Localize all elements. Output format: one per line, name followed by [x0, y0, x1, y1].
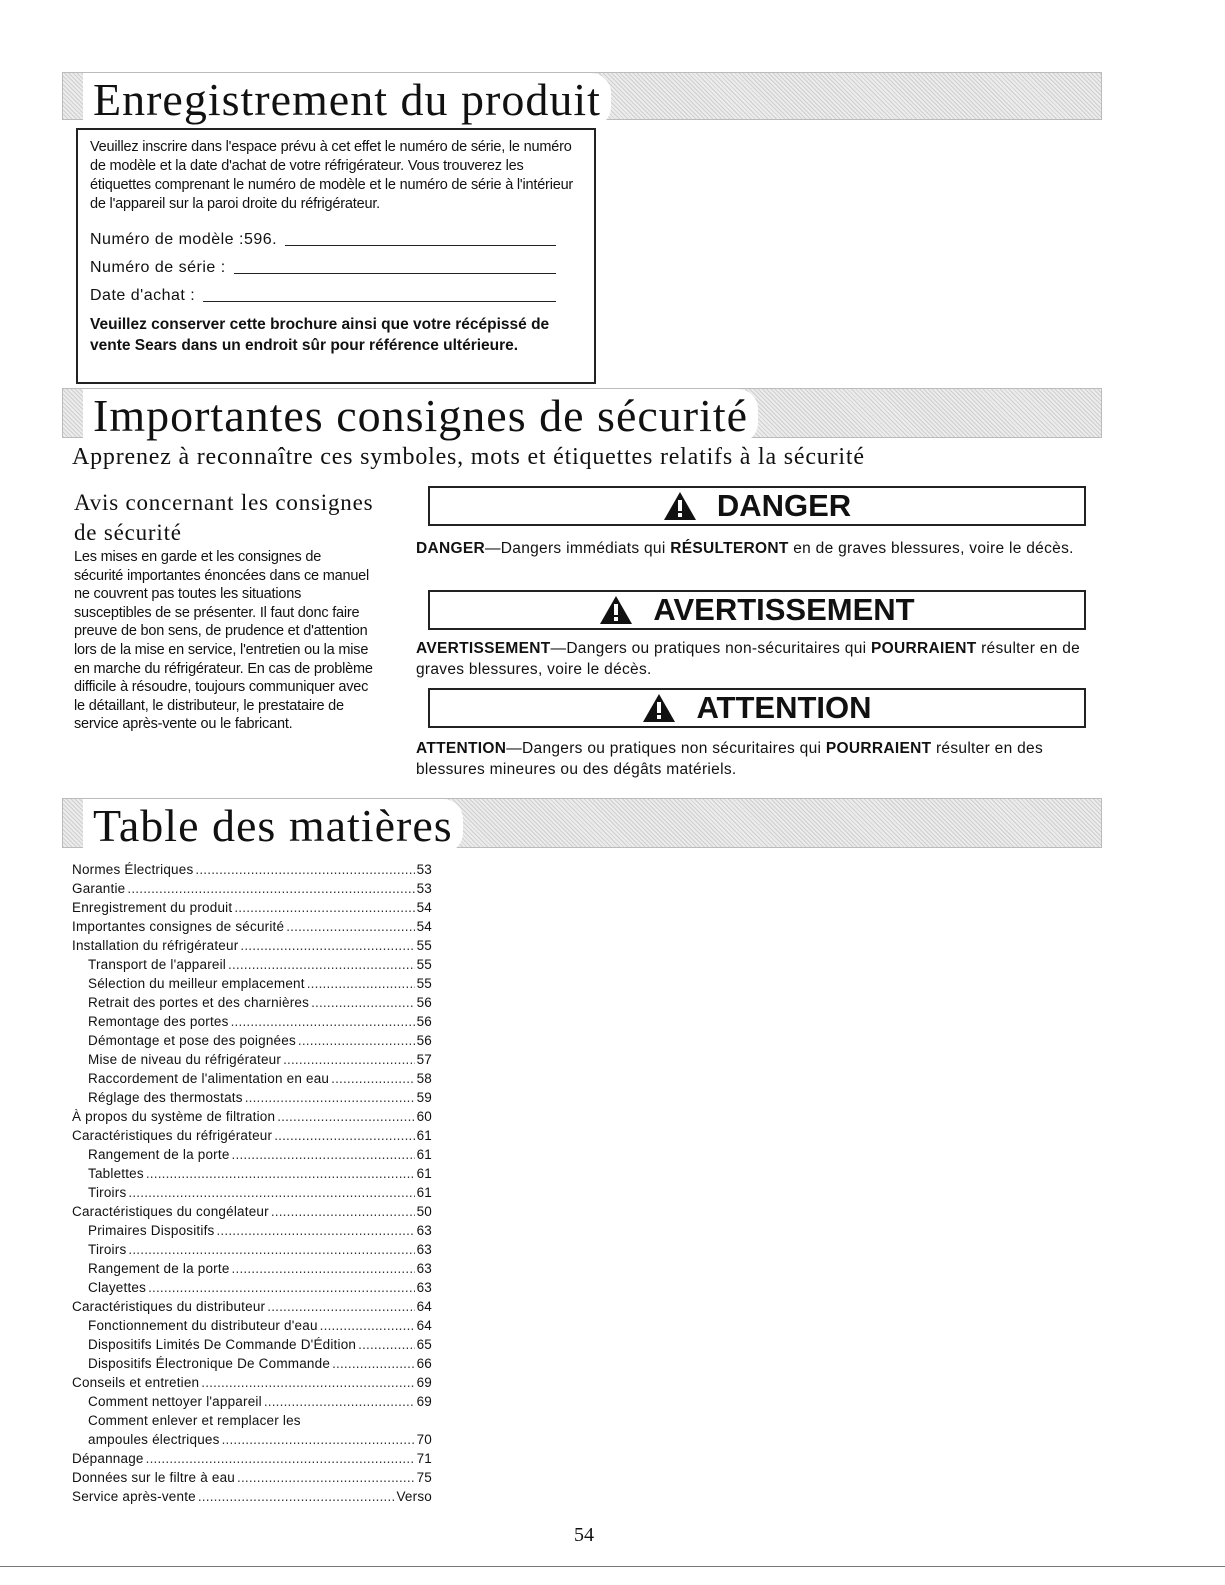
- toc-entry[interactable]: [72, 879, 432, 898]
- toc-entry-title: Normes Électriques: [72, 862, 194, 877]
- toc-entry-page: 54: [416, 900, 432, 915]
- danger-sep: —Dangers immédiats qui: [484, 540, 671, 557]
- toc-entry-page: Verso: [396, 1489, 432, 1504]
- toc-entry-title: Fonctionnement du distributeur d'eau: [88, 1318, 318, 1333]
- toc-entry-page: 56: [416, 1033, 432, 1048]
- toc-leader-dots: [146, 1449, 415, 1468]
- avertissement-sep: —Dangers ou pratiques non-sécuritaires qui: [550, 640, 871, 657]
- toc-entry[interactable]: [72, 917, 432, 936]
- toc-entry-page: 70: [416, 1432, 432, 1447]
- toc-entry-page: 55: [416, 976, 432, 991]
- toc-entry-page: 69: [416, 1394, 432, 1409]
- toc-leader-dots: [198, 1487, 395, 1506]
- toc-entry[interactable]: [72, 1354, 432, 1373]
- toc-entry-page: 63: [416, 1242, 432, 1257]
- toc-entry-title: Tablettes: [88, 1166, 144, 1181]
- avertissement-term: AVERTISSEMENT: [416, 640, 551, 657]
- toc-leader-dots: [128, 1240, 414, 1259]
- toc-leader-dots: [231, 1012, 415, 1031]
- warning-icon: [599, 595, 633, 625]
- toc-entry[interactable]: [72, 955, 432, 974]
- toc-entry[interactable]: [72, 1088, 432, 1107]
- purchase-date-field[interactable]: [203, 300, 556, 302]
- avis-title: Avis concernant les consignes de sécurité: [74, 490, 374, 545]
- toc-entry-title: ampoules électriques: [88, 1432, 220, 1447]
- toc-entry-title: Transport de l'appareil: [88, 957, 226, 972]
- toc-entry-title: Garantie: [72, 881, 126, 896]
- toc-entry[interactable]: [72, 1050, 432, 1069]
- toc-entry-page: 56: [416, 995, 432, 1010]
- toc-leader-dots: [283, 1050, 415, 1069]
- toc-leader-dots: [148, 1278, 415, 1297]
- toc-entry[interactable]: [72, 1202, 432, 1221]
- toc-entry-title: Rangement de la porte: [88, 1147, 230, 1162]
- toc-entry[interactable]: [72, 1468, 432, 1487]
- toc-entry-title: Primaires Dispositifs: [88, 1223, 215, 1238]
- toc-entry-title: Réglage des thermostats: [88, 1090, 243, 1105]
- toc-entry[interactable]: [72, 1430, 432, 1449]
- toc-entry-title: Tiroirs: [88, 1242, 127, 1257]
- safety-title: Importantes consignes de sécurité: [83, 389, 758, 443]
- danger-box: [428, 486, 1086, 526]
- toc-entry-title: Démontage et pose des poignées: [88, 1033, 296, 1048]
- toc-entry-title: Service après-vente: [72, 1489, 196, 1504]
- toc-entry-title: Importantes consignes de sécurité: [72, 919, 285, 934]
- toc-entry[interactable]: [72, 1335, 432, 1354]
- toc-entry-title: Dispositifs Électronique De Commande: [88, 1356, 331, 1371]
- toc-entry-title: Dépannage: [72, 1451, 144, 1466]
- toc-entry-page: 75: [416, 1470, 432, 1485]
- toc-leader-dots: [201, 1373, 414, 1392]
- toc-entry[interactable]: [72, 1373, 432, 1392]
- attention-label: ATTENTION: [696, 690, 872, 725]
- toc-title: Table des matières: [83, 799, 463, 853]
- toc-entry-title: Remontage des portes: [88, 1014, 229, 1029]
- danger-label: DANGER: [716, 488, 852, 523]
- attention-sep: —Dangers ou pratiques non sécuritaires qui: [506, 740, 826, 757]
- toc-leader-dots: [271, 1202, 415, 1221]
- toc-entry[interactable]: [72, 860, 432, 879]
- toc-entry[interactable]: [72, 1316, 432, 1335]
- attention-emph: POURRAIENT: [825, 740, 932, 757]
- toc-entry-page: 53: [416, 862, 432, 877]
- toc-entry-page: 60: [416, 1109, 432, 1124]
- toc-leader-dots: [232, 1259, 415, 1278]
- registration-note: Veuillez conserver cette brochure ainsi que votre récépissé de vente Sears dans un endroit sûr pour référence ultérieure.: [90, 316, 550, 354]
- toc-entry-page: 56: [416, 1014, 432, 1029]
- toc-entry[interactable]: [72, 1411, 432, 1430]
- toc-leader-dots: [245, 1088, 415, 1107]
- toc-entry-page: 53: [416, 881, 432, 896]
- toc-leader-dots: [358, 1335, 414, 1354]
- toc-entry-page: 57: [416, 1052, 432, 1067]
- avertissement-box: [428, 590, 1086, 630]
- toc-entry[interactable]: [72, 1012, 432, 1031]
- attention-box: [428, 688, 1086, 728]
- toc-leader-dots: [274, 1126, 414, 1145]
- toc-entry-title: Installation du réfrigérateur: [72, 938, 239, 953]
- attention-rest: résulter en des blessures mineures ou des dégâts matériels.: [416, 740, 1043, 778]
- toc-leader-dots: [146, 1164, 415, 1183]
- toc-entry-title: Raccordement de l'alimentation en eau: [88, 1071, 330, 1086]
- toc-leader-dots: [240, 936, 414, 955]
- toc-leader-dots: [222, 1430, 415, 1449]
- toc-entry-page: 61: [416, 1185, 432, 1200]
- registration-intro: Veuillez inscrire dans l'espace prévu à cet effet le numéro de série, le numéro de modèle et la date d'achat de votre réfrigérateur. Vous trouverez les étiquettes comprenant le numéro de modèle et le numéro de série à l'intérieur de l'appareil sur la paroi droite du réfrigérateur.: [90, 139, 574, 212]
- toc-entry-page: 58: [416, 1071, 432, 1086]
- avertissement-rest: résulter en de graves blessures, voire le décès.: [416, 640, 1081, 678]
- danger-rest: en de graves blessures, voire le décès.: [788, 540, 1074, 557]
- toc-leader-dots: [264, 1392, 415, 1411]
- toc-entry-title: Comment enlever et remplacer les: [88, 1413, 301, 1428]
- toc-entry[interactable]: [72, 1221, 432, 1240]
- registration-banner: [62, 72, 1102, 125]
- attention-term: ATTENTION: [416, 740, 507, 757]
- toc-leader-dots: [232, 1145, 415, 1164]
- danger-emph: RÉSULTERONT: [670, 540, 789, 557]
- toc-entry[interactable]: [72, 1069, 432, 1088]
- toc-leader-dots: [195, 860, 414, 879]
- registration-box: [76, 128, 596, 384]
- toc-entry-page: 64: [416, 1299, 432, 1314]
- toc-entry-page: 59: [416, 1090, 432, 1105]
- toc-leader-dots: [234, 898, 414, 917]
- toc-leader-dots: [307, 974, 415, 993]
- model-number-line: [90, 222, 582, 250]
- toc-entry-title: Mise de niveau du réfrigérateur: [88, 1052, 282, 1067]
- serial-number-label: Numéro de série :: [90, 259, 226, 276]
- toc-entry-page: 71: [416, 1451, 432, 1466]
- purchase-date-label: Date d'achat :: [90, 287, 196, 304]
- toc-entry-page: 64: [416, 1318, 432, 1333]
- safety-banner: [62, 388, 1102, 441]
- toc-entry[interactable]: [72, 993, 432, 1012]
- avertissement-description: [416, 638, 1116, 680]
- toc-entry-title: Dispositifs Limités De Commande D'Édition: [88, 1337, 357, 1352]
- toc-entry[interactable]: [72, 1183, 432, 1202]
- registration-title: Enregistrement du produit: [83, 73, 611, 127]
- danger-term: DANGER: [416, 540, 485, 557]
- toc-entry-title: Données sur le filtre à eau: [72, 1470, 235, 1485]
- toc-entry-title: Conseils et entretien: [72, 1375, 200, 1390]
- serial-number-line: [90, 250, 582, 278]
- page-number: 54: [574, 1524, 594, 1546]
- toc-leader-dots: [277, 1107, 414, 1126]
- toc-entry-page: 61: [416, 1166, 432, 1181]
- toc-entry-page: 65: [416, 1337, 432, 1352]
- toc-leader-dots: [286, 917, 414, 936]
- toc-entry[interactable]: [72, 1449, 432, 1468]
- attention-description: [416, 738, 1116, 780]
- toc-leader-dots: [298, 1031, 415, 1050]
- safety-subtitle: Apprenez à reconnaître ces symboles, mots et étiquettes relatifs à la sécurité: [72, 444, 865, 470]
- avis-body: Les mises en garde et les consignes de sécurité importantes énoncées dans ce manuel ne couvrent pas toutes les situations susceptibles de se présenter. Il faut donc faire preuve de bon sens, de prudence et d'attention lors de la mise en service, l'entretien ou la mise en marche du réfrigérateur. En cas de problème difficile à résoudre, toujours communiquer avec le détaillant, le distributeur, le prestataire de service après-vente ou le fabricant.: [74, 549, 373, 733]
- serial-number-field[interactable]: [234, 272, 556, 274]
- toc-entry[interactable]: [72, 936, 432, 955]
- toc-entry[interactable]: [72, 1145, 432, 1164]
- model-number-label: Numéro de modèle :596.: [90, 231, 278, 248]
- toc-leader-dots: [237, 1468, 415, 1487]
- toc-entry-title: Comment nettoyer l'appareil: [88, 1394, 262, 1409]
- toc-entry[interactable]: [72, 1164, 432, 1183]
- purchase-date-line: [90, 278, 582, 306]
- toc-entry-title: Retrait des portes et des charnières: [88, 995, 310, 1010]
- model-number-field[interactable]: [285, 244, 556, 246]
- toc-entry-title: Caractéristiques du réfrigérateur: [72, 1128, 273, 1143]
- toc-entry-page: 61: [416, 1128, 432, 1143]
- toc-entry[interactable]: [72, 898, 432, 917]
- toc-leader-dots: [331, 1069, 414, 1088]
- toc-entry-title: À propos du système de filtration: [72, 1109, 276, 1124]
- toc-entry-title: Clayettes: [88, 1280, 147, 1295]
- toc-leader-dots: [332, 1354, 415, 1373]
- toc-leader-dots: [216, 1221, 414, 1240]
- toc-leader-dots: [127, 879, 414, 898]
- toc-entry-page: 63: [416, 1280, 432, 1295]
- toc-entry-page: 63: [416, 1261, 432, 1276]
- bottom-rule: [0, 1566, 1225, 1567]
- avertissement-emph: POURRAIENT: [871, 640, 977, 657]
- toc-entry-title: Sélection du meilleur emplacement: [88, 976, 305, 991]
- toc-entry-page: 61: [416, 1147, 432, 1162]
- toc-entry[interactable]: [72, 1278, 432, 1297]
- toc-entry-page: 54: [416, 919, 432, 934]
- toc-entry[interactable]: [72, 1297, 432, 1316]
- warning-icon: [663, 491, 697, 521]
- toc-entry[interactable]: [72, 1031, 432, 1050]
- toc-entry-page: 55: [416, 957, 432, 972]
- toc-entry[interactable]: [72, 974, 432, 993]
- toc-entry-page: 66: [416, 1356, 432, 1371]
- toc-entry-title: Caractéristiques du congélateur: [72, 1204, 269, 1219]
- toc-entry-page: 63: [416, 1223, 432, 1238]
- toc-leader-dots: [311, 993, 415, 1012]
- danger-description: [416, 538, 1116, 559]
- toc-entry[interactable]: [72, 1240, 432, 1259]
- toc-entry[interactable]: [72, 1259, 432, 1278]
- toc-leader-dots: [228, 955, 415, 974]
- toc-entry-page: 50: [416, 1204, 432, 1219]
- toc-entry[interactable]: [72, 1487, 432, 1506]
- toc-leader-dots: [320, 1316, 415, 1335]
- warning-icon: [642, 693, 676, 723]
- toc-entry[interactable]: [72, 1107, 432, 1126]
- toc-leader-dots: [128, 1183, 414, 1202]
- toc-leader-dots: [267, 1297, 414, 1316]
- toc-entry-title: Tiroirs: [88, 1185, 127, 1200]
- toc-entry-title: Caractéristiques du distributeur: [72, 1299, 266, 1314]
- toc-entry[interactable]: [72, 1126, 432, 1145]
- table-of-contents: [72, 860, 432, 1506]
- avertissement-label: AVERTISSEMENT: [653, 592, 915, 627]
- toc-entry-title: Enregistrement du produit: [72, 900, 233, 915]
- toc-entry-page: 69: [416, 1375, 432, 1390]
- toc-banner: [62, 798, 1102, 851]
- toc-entry-page: 55: [416, 938, 432, 953]
- toc-entry[interactable]: [72, 1392, 432, 1411]
- toc-entry-title: Rangement de la porte: [88, 1261, 230, 1276]
